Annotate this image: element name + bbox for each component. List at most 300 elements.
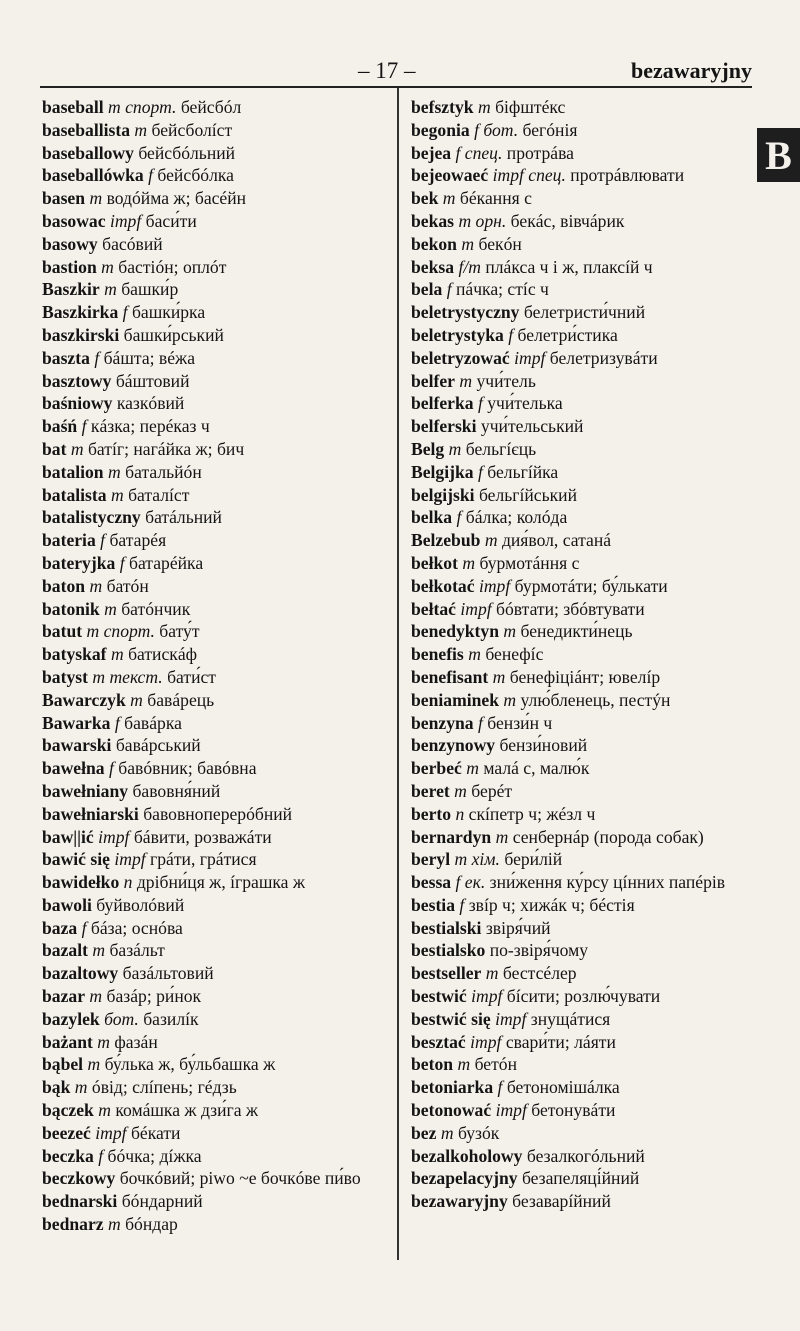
- entry-headword: Baszkir: [42, 279, 100, 300]
- entry-headword: belferka: [411, 393, 474, 414]
- entry-headword: bazar: [42, 986, 85, 1007]
- entry-translation: бáвити, розважáти: [133, 826, 272, 847]
- entry-translation: безапеляці́йний: [521, 1168, 640, 1189]
- entry-headword: baseballista: [42, 119, 130, 140]
- dictionary-entry: [42, 506, 388, 529]
- entry-grammar-label: f: [108, 758, 114, 779]
- entry-headword: batonik: [42, 598, 100, 619]
- dictionary-entry: [411, 461, 752, 484]
- entry-grammar-label: f: [477, 393, 483, 414]
- entry-headword: baśniowy: [42, 393, 113, 414]
- entry-grammar-label: m: [459, 370, 473, 391]
- entry-headword: Belzebub: [411, 530, 481, 551]
- entry-grammar-label: m: [485, 963, 499, 984]
- thumb-index-tab: B: [757, 128, 800, 182]
- entry-grammar-label: m: [468, 644, 481, 665]
- dictionary-entry: [411, 575, 752, 598]
- dictionary-entry: [42, 461, 388, 484]
- dictionary-entry: [42, 347, 388, 370]
- entry-grammar-label: f спец.: [455, 142, 503, 163]
- entry-grammar-label: m: [442, 188, 456, 209]
- dictionary-entry: [411, 643, 752, 666]
- dictionary-entry: [411, 757, 752, 780]
- entry-grammar-label: f: [122, 302, 128, 323]
- entry-translation: баталíст: [128, 484, 190, 505]
- dictionary-entry: [411, 506, 752, 529]
- entry-headword: beletrystyka: [411, 324, 504, 345]
- entry-grammar-label: f: [477, 712, 483, 733]
- entry-grammar-label: f: [477, 461, 483, 482]
- dictionary-entry: [411, 484, 752, 507]
- entry-grammar-label: impf: [98, 826, 130, 847]
- dictionary-entry: [42, 1145, 388, 1168]
- entry-headword: baseball: [42, 97, 104, 117]
- dictionary-entry: [411, 1053, 752, 1076]
- entry-grammar-label: m хім.: [454, 849, 500, 870]
- entry-grammar-label: f: [98, 1145, 104, 1166]
- entry-translation: бенефíс: [485, 644, 544, 665]
- entry-headword: belferski: [411, 416, 477, 437]
- entry-grammar-label: m: [454, 780, 467, 801]
- dictionary-entry: [42, 1190, 388, 1213]
- entry-translation: батальйóн: [125, 461, 202, 482]
- dictionary-entry: [411, 1145, 752, 1168]
- entry-translation: бéкання с: [459, 188, 532, 209]
- entry-translation: скíпетр ч; жéзл ч: [468, 803, 596, 824]
- entry-translation: комáшка ж дзи́га ж: [115, 1100, 259, 1121]
- entry-headword: beniaminek: [411, 689, 499, 710]
- entry-headword: beletryzować: [411, 347, 510, 368]
- entry-translation: базáльтовий: [122, 963, 214, 984]
- entry-grammar-label: m: [457, 1054, 471, 1075]
- entry-grammar-label: impf: [109, 210, 142, 231]
- entry-grammar-label: m: [503, 621, 517, 642]
- dictionary-entry: [42, 484, 388, 507]
- entry-headword: bełkot: [411, 552, 458, 573]
- dictionary-entry: [411, 620, 752, 643]
- entry-translation: казкóвий: [116, 393, 185, 414]
- entry-headword: baszkirski: [42, 324, 120, 345]
- dictionary-entry: [411, 96, 752, 119]
- dictionary-entry: [42, 643, 388, 666]
- entry-headword: bazaltowy: [42, 963, 119, 984]
- entry-translation: бензи́новий: [499, 735, 588, 756]
- entry-headword: bekon: [411, 233, 457, 254]
- dictionary-entry: [42, 848, 388, 871]
- entry-headword: belgijski: [411, 484, 475, 505]
- entry-translation: учи́телька: [487, 393, 563, 414]
- dictionary-entry: [411, 803, 752, 826]
- entry-translation: знущáтися: [530, 1008, 611, 1029]
- dictionary-entry: [411, 278, 752, 301]
- entry-translation: безаварíйний: [512, 1191, 611, 1212]
- dictionary-entry: [411, 529, 752, 552]
- dictionary-entry: [42, 256, 388, 279]
- entry-headword: berbeć: [411, 758, 462, 779]
- entry-grammar-label: m спорт.: [108, 97, 177, 117]
- entry-translation: бавáрка: [124, 712, 182, 733]
- entry-headword: Bawarka: [42, 712, 111, 733]
- entry-headword: baza: [42, 917, 78, 938]
- dictionary-entry: [411, 826, 752, 849]
- dictionary-entry: [42, 871, 388, 894]
- entry-headword: betonować: [411, 1100, 492, 1121]
- entry-headword: bednarski: [42, 1191, 118, 1212]
- entry-headword: bezapelacyjny: [411, 1168, 518, 1189]
- left-column: [42, 96, 388, 1236]
- dictionary-entry: [411, 712, 752, 735]
- entry-headword: bestwić się: [411, 1008, 491, 1029]
- entry-headword: beryl: [411, 849, 451, 870]
- entry-translation: бочкóвий; piwo ~e бочкóве пи́во: [119, 1168, 361, 1189]
- entry-headword: batyskaf: [42, 644, 107, 665]
- dictionary-entry: [42, 962, 388, 985]
- entry-grammar-label: m: [89, 575, 103, 596]
- entry-headword: bat: [42, 438, 67, 459]
- dictionary-entry: [42, 598, 388, 621]
- entry-grammar-label: m: [101, 256, 114, 277]
- dictionary-entry: [411, 164, 752, 187]
- entry-headword: beczkowy: [42, 1168, 116, 1189]
- entry-grammar-label: m: [87, 1054, 101, 1075]
- entry-grammar-label: f: [148, 165, 153, 186]
- entry-translation: протрáвлювати: [570, 165, 685, 186]
- dictionary-entry: [411, 1190, 752, 1213]
- entry-translation: буйволóвий: [96, 894, 185, 915]
- entry-translation: бетóн: [474, 1054, 518, 1075]
- entry-translation: кáзка; перéказ ч: [90, 416, 210, 437]
- entry-headword: bazalt: [42, 940, 88, 961]
- entry-translation: бензи́н ч: [487, 712, 553, 733]
- page-header: [40, 58, 752, 88]
- entry-translation: сенбернáр (порода собак): [512, 826, 704, 847]
- entry-headword: benzyna: [411, 712, 474, 733]
- entry-translation: біфштéкс: [495, 97, 566, 117]
- entry-translation: бавовня́ний: [132, 780, 221, 801]
- entry-grammar-label: f: [94, 347, 100, 368]
- entry-translation: свари́ти; лáяти: [505, 1031, 616, 1052]
- entry-grammar-label: f: [119, 552, 125, 573]
- entry-grammar-label: m: [92, 940, 106, 961]
- dictionary-entry: [42, 757, 388, 780]
- entry-headword: baśń: [42, 416, 78, 437]
- entry-translation: учи́тельський: [480, 416, 584, 437]
- entry-translation: бíсити; розлю́чувати: [506, 986, 661, 1007]
- entry-grammar-label: m: [495, 826, 509, 847]
- dictionary-entry: [411, 689, 752, 712]
- entry-translation: бáза; оснóва: [90, 917, 183, 938]
- entry-headword: bąbel: [42, 1054, 84, 1075]
- entry-headword: bek: [411, 188, 439, 209]
- entry-grammar-label: impf: [114, 849, 146, 870]
- entry-headword: Bawarczyk: [42, 689, 126, 710]
- entry-translation: белетри́стика: [517, 324, 618, 345]
- entry-translation: башки́рський: [123, 324, 224, 345]
- right-column: [411, 96, 752, 1213]
- dictionary-entry: [42, 620, 388, 643]
- entry-grammar-label: f: [81, 416, 87, 437]
- entry-translation: бегóнія: [522, 119, 578, 140]
- entry-grammar-label: m: [97, 1031, 110, 1052]
- entry-translation: бери́лій: [504, 849, 563, 870]
- entry-headword: berto: [411, 803, 452, 824]
- entry-headword: bateryjka: [42, 552, 116, 573]
- entry-translation: белетристи́чний: [523, 302, 646, 323]
- entry-headword: belka: [411, 507, 453, 528]
- entry-headword: bawełna: [42, 758, 105, 779]
- entry-grammar-label: m: [503, 689, 517, 710]
- entry-headword: bessa: [411, 872, 452, 893]
- dictionary-entry: [42, 917, 388, 940]
- entry-translation: бóндарний: [121, 1191, 203, 1212]
- dictionary-entry: [411, 1099, 752, 1122]
- entry-translation: бáштовий: [115, 370, 190, 391]
- dictionary-entry: [411, 187, 752, 210]
- entry-translation: батарéйка: [129, 552, 204, 573]
- dictionary-entry: [411, 871, 752, 894]
- dictionary-entry: [411, 324, 752, 347]
- entry-grammar-label: f: [114, 712, 120, 733]
- entry-grammar-label: m текст.: [92, 666, 163, 687]
- entry-headword: befsztyk: [411, 97, 474, 117]
- dictionary-entry: [42, 689, 388, 712]
- entry-grammar-label: m: [104, 279, 117, 300]
- entry-headword: batut: [42, 621, 83, 642]
- entry-headword: Belg: [411, 438, 445, 459]
- dictionary-entry: [42, 324, 388, 347]
- entry-translation: батíг; нагáйка ж; бич: [87, 438, 245, 459]
- entry-grammar-label: m: [134, 119, 148, 140]
- entry-headword: bażant: [42, 1031, 93, 1052]
- entry-headword: beezeć: [42, 1122, 91, 1143]
- entry-translation: бéкати: [130, 1122, 181, 1143]
- entry-headword: bezalkoholowy: [411, 1145, 523, 1166]
- dictionary-entry: [411, 598, 752, 621]
- dictionary-entry: [42, 278, 388, 301]
- entry-headword: bazylek: [42, 1008, 100, 1029]
- entry-translation: башки́р: [121, 279, 179, 300]
- entry-headword: bednarz: [42, 1214, 104, 1235]
- entry-translation: пáчка; стíс ч: [455, 279, 549, 300]
- entry-headword: benzynowy: [411, 735, 496, 756]
- entry-grammar-label: impf: [95, 1122, 127, 1143]
- dictionary-entry: [411, 1031, 752, 1054]
- dictionary-entry: [42, 1076, 388, 1099]
- entry-headword: bejeowaeć: [411, 165, 489, 186]
- entry-grammar-label: impf: [514, 347, 546, 368]
- dictionary-entry: [42, 1167, 388, 1190]
- entry-headword: bawełniany: [42, 780, 129, 801]
- entry-grammar-label: impf: [495, 1008, 527, 1029]
- entry-headword: betoniarka: [411, 1077, 494, 1098]
- entry-headword: batalistyczny: [42, 507, 141, 528]
- entry-headword: bela: [411, 279, 443, 300]
- dictionary-entry: [411, 1167, 752, 1190]
- entry-translation: бурмотáти; бу́лькати: [514, 575, 668, 596]
- entry-grammar-label: impf: [478, 575, 511, 596]
- dictionary-entry: [411, 985, 752, 1008]
- entry-grammar-label: m спорт.: [86, 621, 155, 642]
- entry-translation: дрібни́ця ж, íграшка ж: [136, 872, 306, 893]
- entry-translation: протрáва: [506, 142, 574, 163]
- entry-headword: baseballowy: [42, 142, 134, 163]
- entry-grammar-label: f: [100, 530, 106, 551]
- dictionary-entry: [411, 370, 752, 393]
- entry-grammar-label: m орн.: [458, 210, 507, 231]
- entry-headword: basztowy: [42, 370, 112, 391]
- entry-translation: óвід; слíпень; гéдзь: [91, 1077, 237, 1098]
- entry-grammar-label: f: [497, 1077, 503, 1098]
- dictionary-entry: [411, 894, 752, 917]
- entry-translation: учи́тель: [476, 370, 536, 391]
- entry-headword: bestseller: [411, 963, 482, 984]
- dictionary-entry: [411, 233, 752, 256]
- entry-grammar-label: m: [74, 1077, 88, 1098]
- dictionary-entry: [42, 1053, 388, 1076]
- entry-translation: бетонувáти: [531, 1100, 616, 1121]
- entry-headword: bestia: [411, 894, 455, 915]
- entry-grammar-label: f ек.: [455, 872, 486, 893]
- dictionary-entry: [411, 734, 752, 757]
- dictionary-entry: [411, 848, 752, 871]
- dictionary-entry: [411, 301, 752, 324]
- dictionary-entry: [42, 826, 388, 849]
- entry-grammar-label: f: [508, 324, 514, 345]
- dictionary-entry: [42, 96, 388, 119]
- dictionary-entry: [411, 552, 752, 575]
- entry-translation: грáти, грáтися: [150, 849, 257, 870]
- entry-grammar-label: m: [70, 438, 84, 459]
- entry-grammar-label: m: [108, 461, 121, 482]
- entry-translation: бельгíєць: [465, 438, 537, 459]
- entry-translation: бекóн: [478, 233, 522, 254]
- entry-translation: бенедикти́нець: [520, 621, 633, 642]
- entry-translation: дия́вол, сатанá: [501, 530, 612, 551]
- dictionary-entry: [42, 142, 388, 165]
- dictionary-entry: [42, 803, 388, 826]
- entry-translation: бавáрець: [147, 689, 215, 710]
- dictionary-entry: [411, 415, 752, 438]
- entry-headword: belfer: [411, 370, 455, 391]
- dictionary-entry: [42, 529, 388, 552]
- entry-headword: basowy: [42, 233, 98, 254]
- entry-headword: besztać: [411, 1031, 466, 1052]
- dictionary-entry: [42, 712, 388, 735]
- entry-grammar-label: m: [477, 97, 491, 117]
- dictionary-entry: [42, 187, 388, 210]
- entry-headword: beton: [411, 1054, 454, 1075]
- dictionary-entry: [42, 939, 388, 962]
- entry-translation: бáлка; колóда: [465, 507, 568, 528]
- entry-headword: beczka: [42, 1145, 94, 1166]
- entry-grammar-label: impf спец.: [492, 165, 566, 186]
- entry-translation: бузóк: [457, 1122, 500, 1143]
- entry-headword: bestwić: [411, 986, 467, 1007]
- entry-grammar-label: m: [466, 758, 479, 779]
- entry-grammar-label: m: [104, 598, 117, 619]
- entry-translation: батóнчик: [121, 598, 191, 619]
- entry-headword: beret: [411, 780, 450, 801]
- entry-translation: бати́ст: [167, 666, 216, 687]
- entry-headword: bateria: [42, 530, 96, 551]
- entry-grammar-label: f: [81, 917, 87, 938]
- entry-translation: бату́т: [159, 621, 200, 642]
- dictionary-entry: [42, 210, 388, 233]
- entry-grammar-label: бот.: [104, 1008, 139, 1029]
- entry-headword: baton: [42, 575, 86, 596]
- entry-headword: bestialski: [411, 917, 482, 938]
- dictionary-entry: [411, 210, 752, 233]
- entry-translation: бенефіціáнт; ювелíр: [509, 666, 661, 687]
- entry-translation: бетономішáлка: [506, 1077, 620, 1098]
- dictionary-entry: [42, 301, 388, 324]
- entry-grammar-label: f: [456, 507, 462, 528]
- entry-grammar-label: m: [89, 188, 103, 209]
- column-divider: [397, 88, 399, 1260]
- entry-grammar-label: m: [98, 1100, 111, 1121]
- entry-headword: bączek: [42, 1100, 94, 1121]
- dictionary-entry: [411, 939, 752, 962]
- dictionary-entry: [42, 415, 388, 438]
- entry-grammar-label: m: [110, 644, 124, 665]
- entry-headword: Belgijka: [411, 461, 474, 482]
- entry-translation: фазáн: [114, 1031, 158, 1052]
- entry-translation: бейсбóльний: [138, 142, 236, 163]
- dictionary-entry: [42, 575, 388, 598]
- dictionary-entry: [411, 1076, 752, 1099]
- entry-translation: батискáф: [128, 644, 198, 665]
- entry-headword: bernardyn: [411, 826, 492, 847]
- entry-headword: bawarski: [42, 735, 112, 756]
- entry-translation: бурмотáння с: [479, 552, 580, 573]
- dictionary-entry: [411, 256, 752, 279]
- entry-translation: бóндар: [125, 1214, 178, 1235]
- entry-translation: базáльт: [109, 940, 165, 961]
- dictionary-entry: [42, 666, 388, 689]
- entry-grammar-label: impf: [460, 598, 492, 619]
- running-head: bezawaryjny: [631, 58, 752, 83]
- dictionary-entry: [42, 1008, 388, 1031]
- dictionary-entry: [411, 1122, 752, 1145]
- entry-translation: звíр ч; хижáк ч; бéстія: [468, 894, 635, 915]
- dictionary-entry: [42, 1122, 388, 1145]
- dictionary-entry: [411, 438, 752, 461]
- entry-headword: bawidełko: [42, 872, 120, 893]
- entry-translation: бóвтати; збóвтувати: [496, 598, 645, 619]
- entry-translation: бáшта; вéжа: [103, 347, 195, 368]
- entry-translation: бейсболíст: [151, 119, 233, 140]
- entry-headword: batalista: [42, 484, 107, 505]
- entry-translation: батарéя: [109, 530, 167, 551]
- entry-translation: бавáрський: [115, 735, 201, 756]
- entry-grammar-label: f/m: [458, 256, 481, 277]
- dictionary-entry: [42, 438, 388, 461]
- dictionary-entry: [42, 985, 388, 1008]
- entry-translation: белетризувáти: [549, 347, 658, 368]
- entry-grammar-label: m: [484, 530, 498, 551]
- entry-headword: beletrystyczny: [411, 302, 520, 323]
- dictionary-entry: [411, 666, 752, 689]
- entry-headword: bąk: [42, 1077, 71, 1098]
- entry-grammar-label: f: [459, 894, 465, 915]
- entry-translation: бельгíйка: [487, 461, 559, 482]
- dictionary-entry: [42, 392, 388, 415]
- entry-grammar-label: impf: [471, 986, 503, 1007]
- entry-translation: батóн: [106, 575, 149, 596]
- entry-translation: безалкогóльний: [526, 1145, 645, 1166]
- entry-translation: баси́ти: [145, 210, 197, 231]
- dictionary-entry: [42, 233, 388, 256]
